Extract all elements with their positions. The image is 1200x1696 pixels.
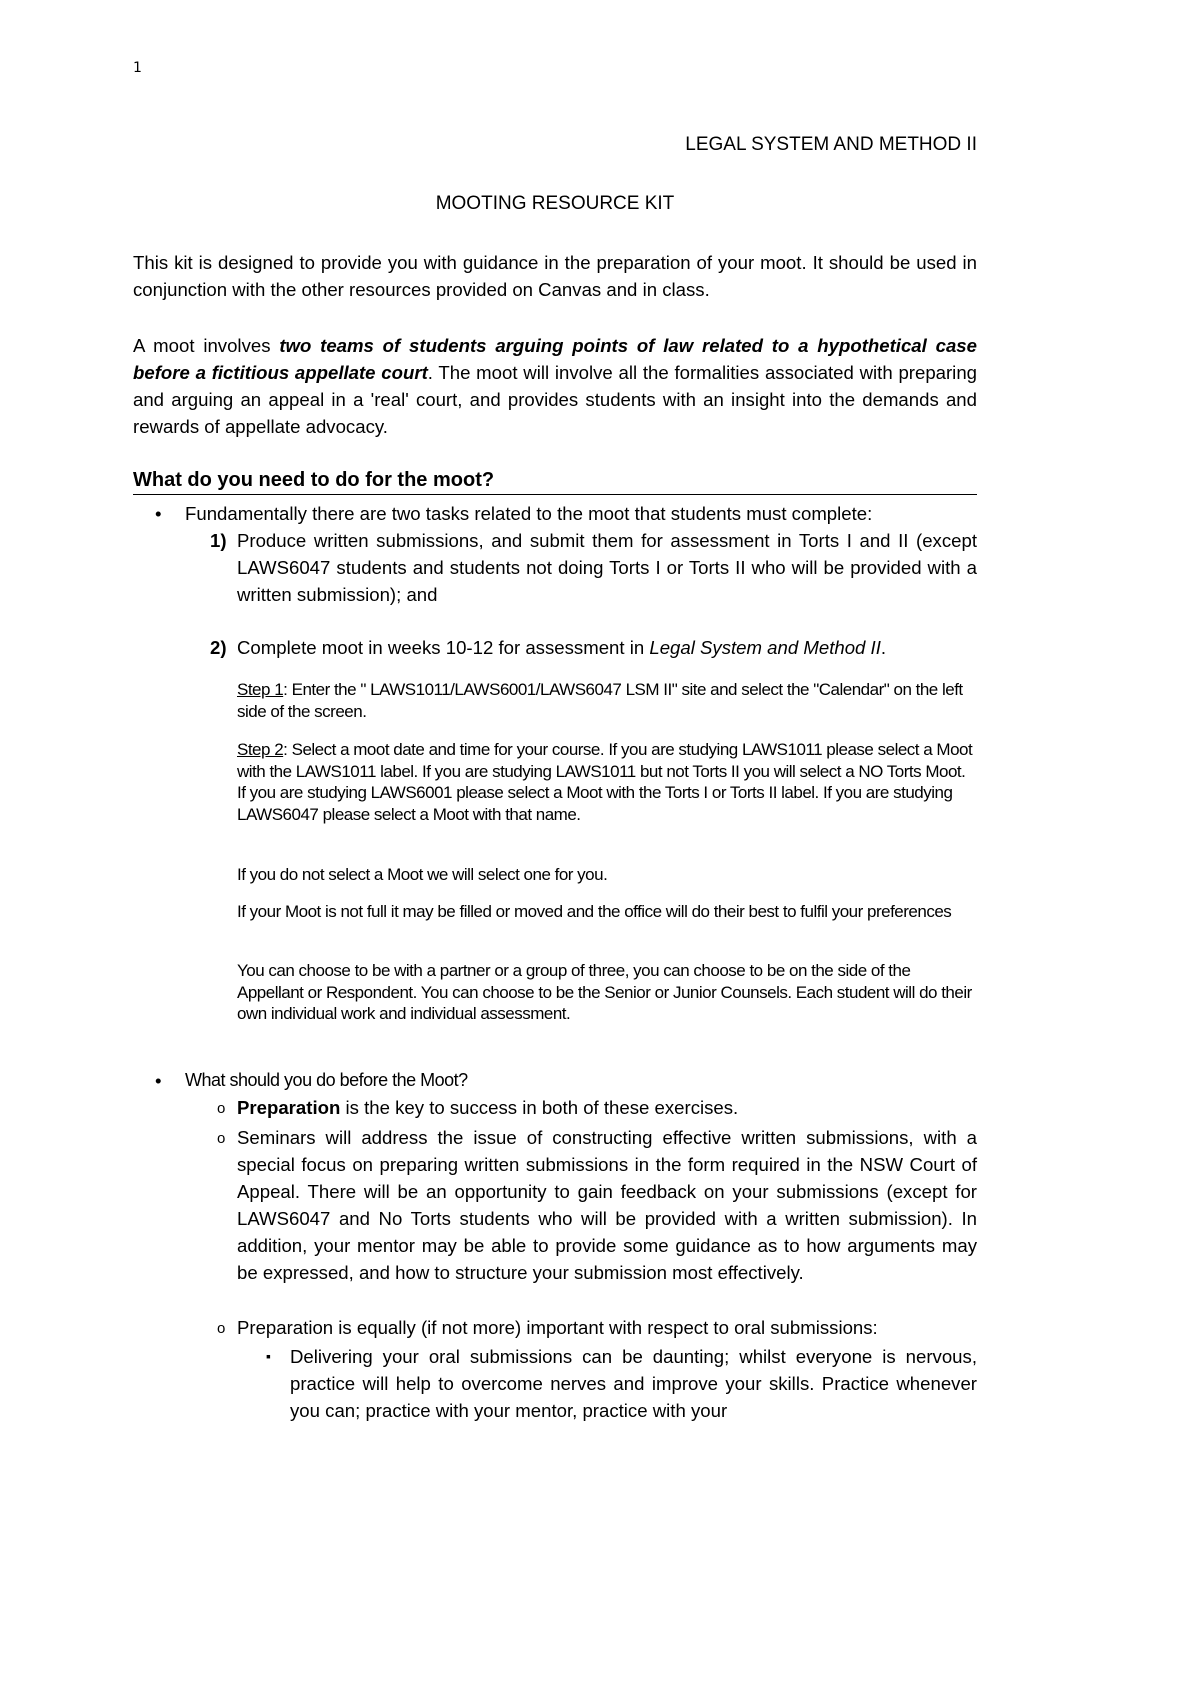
note-partner: You can choose to be with a partner or a group of three, you can choose to be on the side of the Appellant or Respondent. You can choose to be the Senior or Junior Counsels. Each student will do their own individual work and individual assessment. (237, 961, 972, 1023)
section-heading: What do you need to do for the moot? (133, 469, 977, 495)
moot-definition-paragraph (133, 332, 977, 440)
text: . The moot will involve all the formalities associated with preparing and arguing an appeal in a 'real' court, and provides students with an insight into the demands and rewards of appellate advocacy. (133, 362, 977, 437)
bullet-tasks: Fundamentally there are two tasks related to the moot that students must complete: (185, 503, 873, 524)
square-marker: ▪ (266, 1348, 271, 1364)
task-number: 2) (210, 637, 227, 658)
sub-preparation (237, 1094, 977, 1121)
note-moved: If your Moot is not full it may be filled or moved and the office will do their best to fulfil your preferences (237, 902, 952, 921)
text: A moot involves (133, 335, 280, 356)
note-select: If you do not select a Moot we will select one for you. (237, 865, 608, 884)
page-number: 1 (133, 60, 142, 76)
task-complete-moot (237, 634, 977, 661)
step-1 (237, 679, 977, 722)
step-label: Step 1 (237, 680, 284, 699)
circle-marker: o (217, 1130, 226, 1147)
bullet-marker: • (155, 1070, 162, 1091)
circle-marker: o (217, 1320, 226, 1337)
sub-oral: Preparation is equally (if not more) important with respect to oral submissions: (237, 1317, 878, 1338)
emphasis-text: Preparation (237, 1097, 341, 1118)
intro-paragraph: This kit is designed to provide you with guidance in the preparation of your moot. It should be used in conjunction with the other resources provided on Canvas and in class. (133, 252, 977, 300)
subsub-delivering: Delivering your oral submissions can be daunting; whilst everyone is nervous, practice will help to overcome nerves and improve your skills. Practice whenever you can; practice with your mentor, practice with your (290, 1346, 977, 1421)
circle-marker: o (217, 1100, 226, 1117)
bullet-before-moot: What should you do before the Moot? (185, 1070, 468, 1090)
step-text: : Select a moot date and time for your course. If you are studying LAWS1011 please select a Moot with the LAWS1011 label. If you are studying LAWS1011 but not Torts II you will select a NO Torts Moot. If you are studying LAWS6001 please select a Moot with the Torts I or Torts II label. If you are studying LAWS6047 please select a Moot with that name. (237, 740, 973, 824)
emphasis-text: two teams of students arguing points of law related to a hypothetical case before a fictitious appellate court (133, 335, 977, 383)
step-label: Step 2 (237, 740, 284, 759)
bullet-marker: • (155, 503, 162, 524)
document-subtitle: MOOTING RESOURCE KIT (435, 193, 675, 214)
course-name: Legal System and Method II (649, 637, 881, 658)
task-written-submissions: Produce written submissions, and submit them for assessment in Torts I and II (except LAWS6047 students and students not doing Torts I or Torts II who will be provided with a written submission); and (237, 530, 977, 605)
task-number: 1) (210, 530, 227, 551)
text: Complete moot in weeks 10-12 for assessment in (237, 637, 650, 658)
text: is the key to success in both of these exercises. (340, 1097, 739, 1118)
sub-seminars: Seminars will address the issue of constructing effective written submissions, with a special focus on preparing written submissions in the form required in the NSW Court of Appeal. There will be an opportunity to gain feedback on your submissions (except for LAWS6047 and No Torts students who will be provided with a written submission). In addition, your mentor may be able to provide some guidance as to how arguments may be expressed, and how to structure your submission most effectively. (237, 1127, 977, 1283)
step-2 (237, 739, 977, 825)
step-text: : Enter the " LAWS1011/LAWS6001/LAWS6047 LSM II" site and select the "Calendar" on the left side of the screen. (237, 680, 963, 721)
text: . (880, 637, 887, 658)
document-title: LEGAL SYSTEM AND METHOD II (685, 134, 977, 155)
